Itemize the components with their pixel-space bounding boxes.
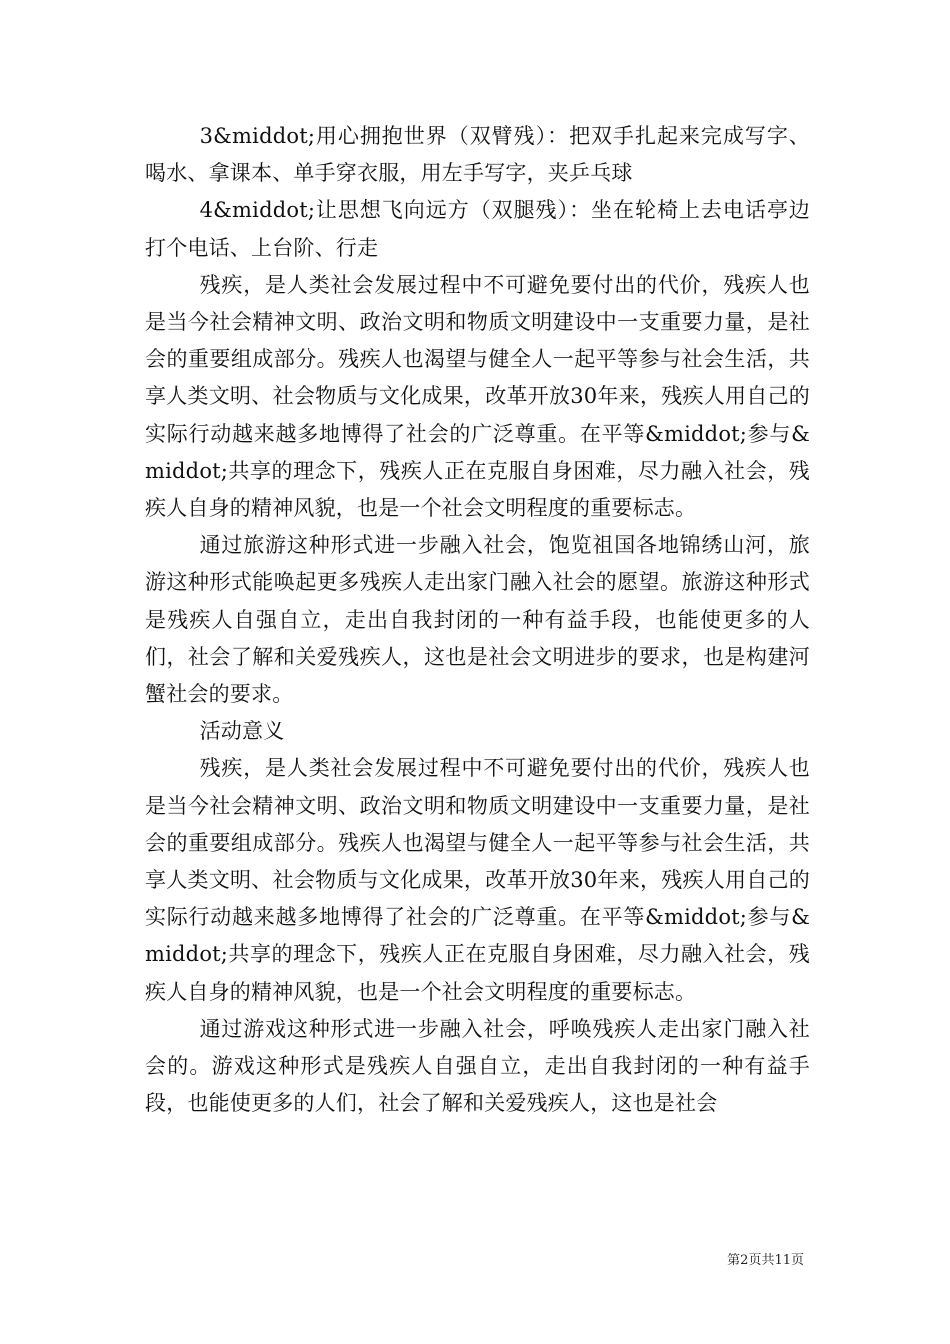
paragraph-activity-3: 3&middot;用心拥抱世界（双臂残）：把双手扎起来完成写字、喝水、拿课本、单手穿衣服，用左手写字，夹乒乓球 — [145, 124, 810, 186]
document-body — [145, 118, 810, 1122]
section-heading-activity-meaning: 活动意义 — [199, 719, 285, 744]
paragraph-disability-repeat: 残疾，是人类社会发展过程中不可避免要付出的代价，残疾人也是当今社会精神文明、政治文明和物质文明建设中一支重要力量，是社会的重要组成部分。残疾人也渴望与健全人一起平等参与社会生活，共享人类文明、社会物质与文化成果，改革开放30年来，残疾人用自己的实际行动越来越多地博得了社会的广泛尊重。在平等&middot;参与&middot;共享的理念下，残疾人正在克服自身困难，尽力融入社会，残疾人自身的精神风貌，也是一个社会文明程度的重要标志。 — [145, 756, 810, 1004]
paragraph-travel: 通过旅游这种形式进一步融入社会，饱览祖国各地锦绣山河，旅游这种形式能唤起更多残疾人走出家门融入社会的愿望。旅游这种形式是残疾人自强自立，走出自我封闭的一种有益手段，也能使更多的人们，社会了解和关爱残疾人，这也是社会文明进步的要求，也是构建河蟹社会的要求。 — [145, 533, 810, 707]
paragraph-games: 通过游戏这种形式进一步融入社会，呼唤残疾人走出家门融入社会的。游戏这种形式是残疾人自强自立，走出自我封闭的一种有益手段，也能使更多的人们，社会了解和关爱残疾人，这也是社会 — [145, 1016, 810, 1116]
page-number-footer: 第2页共11页 — [727, 1253, 804, 1268]
paragraph-activity-4: 4&middot;让思想飞向远方（双腿残）：坐在轮椅上去电话亭边打个电话、上台阶、行走 — [145, 198, 810, 260]
paragraph-disability-intro: 残疾，是人类社会发展过程中不可避免要付出的代价，残疾人也是当今社会精神文明、政治文明和物质文明建设中一支重要力量，是社会的重要组成部分。残疾人也渴望与健全人一起平等参与社会生活，共享人类文明、社会物质与文化成果，改革开放30年来，残疾人用自己的实际行动越来越多地博得了社会的广泛尊重。在平等&middot;参与&middot;共享的理念下，残疾人正在克服自身困难，尽力融入社会，残疾人自身的精神风貌，也是一个社会文明程度的重要标志。 — [145, 272, 810, 521]
